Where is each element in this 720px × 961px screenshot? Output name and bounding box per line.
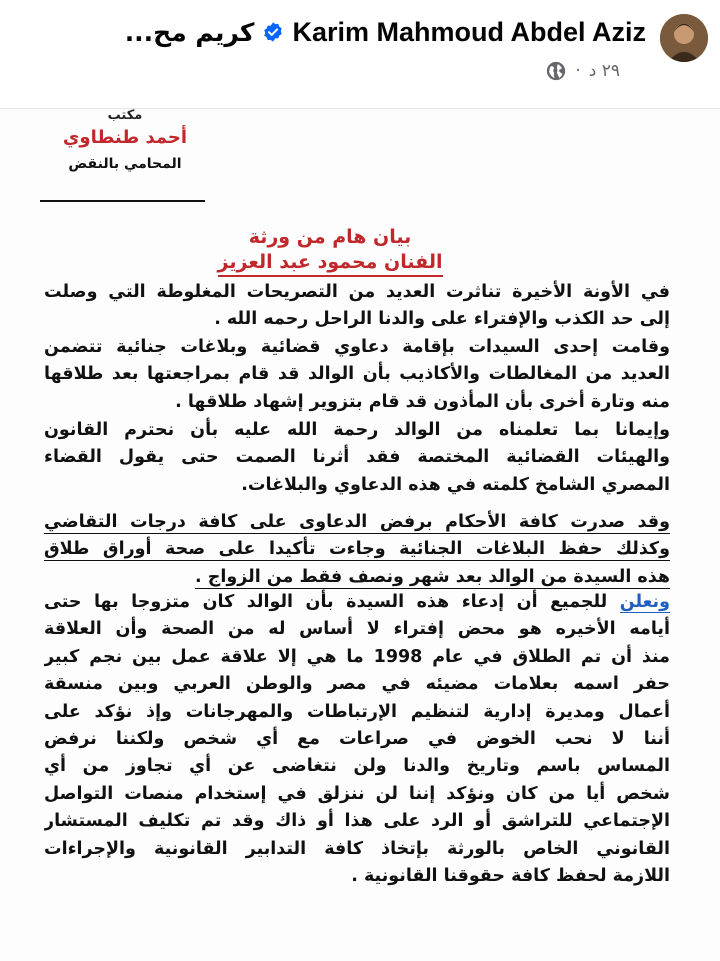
text-line: منذ أن تم الطلاق في عام 1998 ما هي إلا علاقة عمل بين نجم كبير	[44, 646, 670, 667]
statement-subheading-text: الفنان محمود عبد العزيز	[218, 251, 443, 277]
text-line: المساس باسم وتاريخ والدنا ولن نتغاضى عن أي تجاوز من أي	[44, 756, 670, 777]
avatar[interactable]	[660, 14, 708, 62]
text-line: أننا لا نحب الخوض في صراعات مع أي شخص ولكننا نرفض	[44, 728, 670, 749]
underlined-text: وكذلك حفظ البلاغات الجنائية وجاءت تأكيدا على صحة أوراق طلاق	[44, 539, 670, 560]
group-name-truncated[interactable]: كريم مح...	[124, 17, 255, 47]
text-line: وإيمانا بما تعلمناه من الوالد رحمة الله عليه بأن نحترم القانون	[44, 420, 670, 440]
letterhead-office: مكتب	[107, 108, 143, 123]
statement-heading: بيان هام من ورثة	[248, 226, 412, 248]
scanned-statement-document	[0, 109, 720, 961]
avatar-photo-icon	[660, 14, 708, 62]
text-line	[44, 564, 670, 591]
text-line: حفر اسمه بعلامات مضيئه في مصر والوطن العربي وبين منسقة	[44, 674, 670, 695]
statement-paragraph-2	[44, 334, 670, 416]
post-author-row	[125, 12, 646, 52]
statement-paragraph-5	[44, 589, 670, 890]
text-line: منه وتارة أخرى بأن المأذون قد قام بتزوير إشهاد طلاقها .	[175, 391, 670, 412]
text-line: الإجتماعي للتراشق أو الرد على هذا أو ذاك وقد تم تكليف المستشار	[44, 811, 670, 832]
author-name[interactable]: Karim Mahmoud Abdel Aziz	[292, 16, 646, 47]
letterhead-divider	[40, 200, 205, 202]
verified-badge-icon	[262, 21, 284, 43]
statement-paragraph-3	[44, 417, 670, 499]
text-line: والهيئات القضائية المختصة فقد أثرنا الصمت حتى يقول القضاء	[44, 447, 670, 468]
text-line: القانوني الخاص بالورثة بإتخاذ كافة التدابير القانونية والإجراءات	[44, 838, 670, 859]
statement-paragraph-1	[44, 279, 670, 334]
text-line: إلى حد الكذب والإفتراء على والدنا الراحل رحمه الله .	[214, 309, 670, 330]
statement-subheading	[200, 251, 460, 273]
underlined-text: وقد صدرت كافة الأحكام برفض الدعاوى على كافة درجات التقاضي	[44, 512, 670, 532]
letterhead-title: المحامي بالنقض	[68, 156, 182, 172]
text-line: اللازمة لحفظ كافة حقوقنا القانونية .	[351, 865, 670, 886]
text-line: المصري الشامخ كلمته في هذه الدعاوي والبلاغات.	[241, 474, 670, 495]
first-line-rest: للجميع أن إدعاء هذه السيدة بأن الوالد كان متزوجا بها حتى	[44, 592, 620, 612]
text-line	[44, 509, 670, 536]
meta-separator: ·	[575, 61, 581, 81]
text-line: في الأونة الأخيرة تناثرت العديد من التصريحات المغلوطة التي وصلت	[44, 282, 670, 302]
post-timestamp[interactable]: ٢٩ د	[588, 61, 620, 81]
underlined-text: هذه السيدة من الوالد بعد شهر ونصف فقط من الزواج .	[195, 566, 670, 587]
letterhead-lawyer-name: أحمد طنطاوي	[62, 127, 188, 148]
text-line: أعمال ومديرة إدارية لتنظيم الإرتباطات والمهرجانات وإذ نؤكد على	[44, 701, 670, 722]
text-line: العديد من المغالطات والأكاذيب بأن الوالد قد قام بمراجعتها بعد طلاقها	[44, 364, 670, 385]
lawyer-letterhead	[40, 109, 210, 175]
text-line: وقامت إحدى السيدات بإقامة دعاوي قضائية وبلاغات جنائية تتضمن	[44, 337, 670, 357]
post-meta-row	[545, 58, 620, 84]
text-line: شخص أيا من كان ونؤكد إننا لن ننزلق في إستخدام منصات التواصل	[44, 783, 670, 804]
text-line	[44, 536, 670, 563]
globe-icon[interactable]	[545, 60, 567, 82]
text-line: أيامه الأخيره هو محض إفتراء لا أساس له من الصحة وأن العلاقة	[44, 619, 670, 640]
statement-paragraph-4-underlined	[44, 509, 670, 591]
text-line	[44, 589, 670, 616]
highlighted-lead-word: ونعلن	[619, 592, 670, 612]
post-header	[0, 0, 720, 109]
